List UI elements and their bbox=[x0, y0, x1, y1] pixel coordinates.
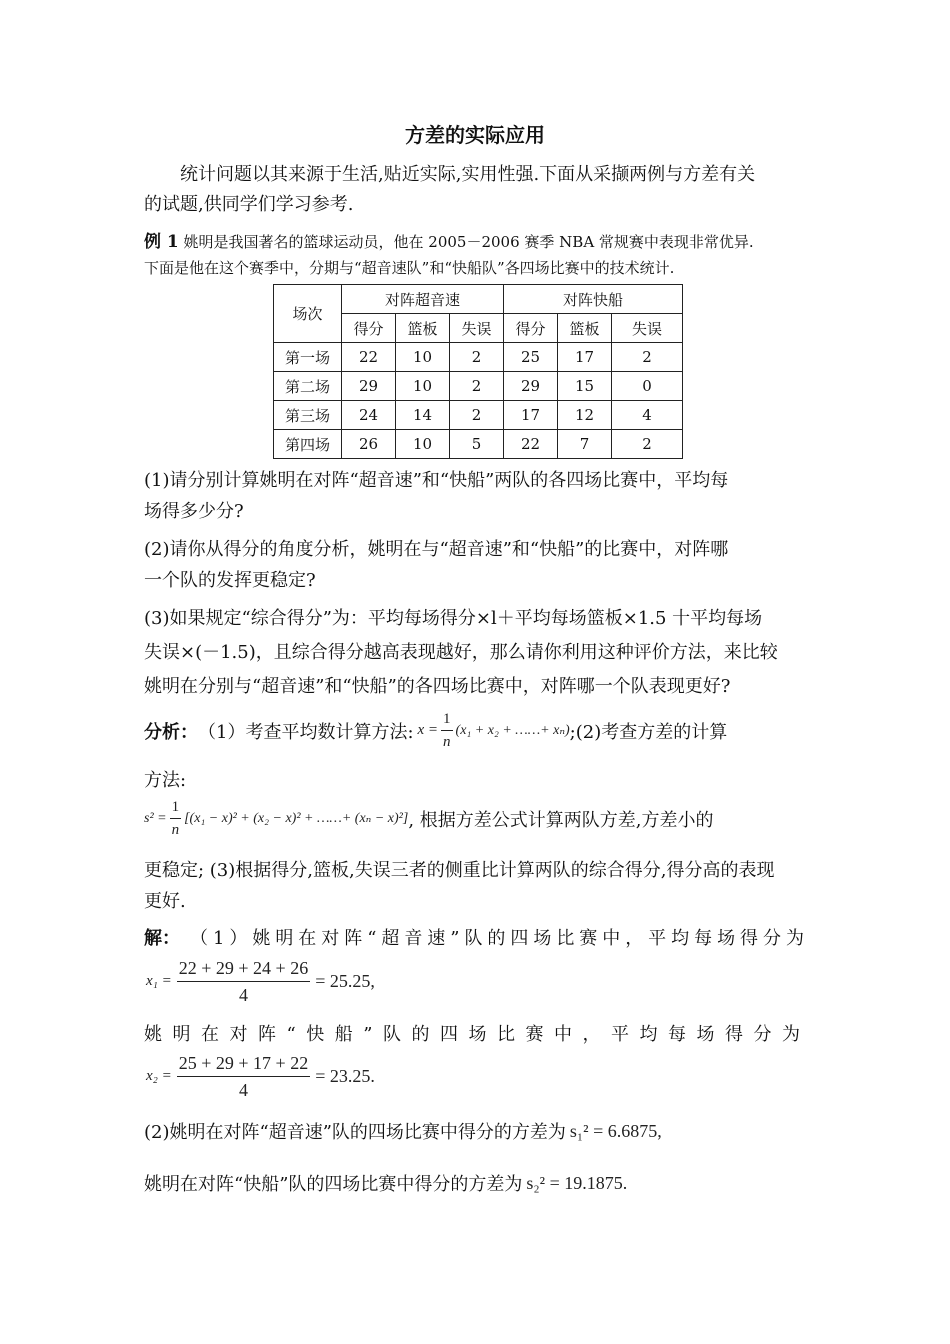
solution-line-2: 姚明在对阵“快船”队的四场比赛中，平均每场得分为 bbox=[144, 1024, 806, 1045]
table-cell: 4 bbox=[612, 401, 683, 430]
solution-label: 解： bbox=[144, 928, 180, 949]
page-title: 方差的实际应用 bbox=[405, 123, 545, 147]
table-cell: 5 bbox=[450, 430, 504, 459]
x2-lhs: x₂ = bbox=[146, 1068, 172, 1084]
question-1-line-2: 场得多少分? bbox=[144, 501, 244, 522]
x1-denominator: 4 bbox=[238, 985, 248, 1005]
variance-formula-body: [(x₁ − x)² + (x₂ − x)² + ……+ (xₙ − x)²] bbox=[184, 811, 409, 826]
example-label: 例 1 bbox=[144, 232, 179, 252]
table-cell: 10 bbox=[396, 430, 450, 459]
x1-rhs: = 25.25, bbox=[315, 971, 375, 991]
table-cell: 0 bbox=[612, 372, 683, 401]
table-cell: 17 bbox=[504, 401, 558, 430]
table-cell: 14 bbox=[396, 401, 450, 430]
variance-formula-fraction bbox=[170, 796, 182, 841]
x1-formula bbox=[146, 955, 375, 1008]
question-3-line-3: 姚明在分别与“超音速”和“快船”的各四场比赛中，对阵哪一个队表现更好? bbox=[144, 676, 731, 697]
table-row bbox=[274, 372, 683, 401]
row-label: 第一场 bbox=[274, 343, 342, 372]
s1-variance: s₁² = 6.6875, bbox=[569, 1120, 662, 1141]
example-1-line-1 bbox=[144, 227, 754, 252]
question-2-line-1: (2)请你从得分的角度分析，姚明在与“超音速”和“快船”的比赛中，对阵哪 bbox=[144, 539, 729, 560]
x1-lhs: x₁ = bbox=[146, 973, 172, 989]
row-label: 第四场 bbox=[274, 430, 342, 459]
analysis-line-3 bbox=[144, 796, 714, 841]
table-group-clippers: 对阵快船 bbox=[504, 285, 683, 314]
mean-formula-numerator: 1 bbox=[441, 708, 453, 731]
variance-formula-lhs: s² = bbox=[144, 810, 167, 826]
table-cell: 25 bbox=[504, 343, 558, 372]
table-subheader: 得分 bbox=[342, 314, 396, 343]
table-cell: 2 bbox=[612, 430, 683, 459]
analysis-part-2: ;(2)考查方差的计算 bbox=[569, 721, 728, 743]
solution-text-3: (2)姚明在对阵“超音速”队的四场比赛中得分的方差为 bbox=[144, 1122, 566, 1143]
mean-formula-denominator: n bbox=[443, 734, 451, 750]
x1-fraction bbox=[177, 955, 310, 1008]
table-cell: 15 bbox=[558, 372, 612, 401]
intro-line-1: 统计问题以其来源于生活,贴近实际,实用性强.下面从采撷两例与方差有关 bbox=[180, 164, 756, 185]
row-label: 第二场 bbox=[274, 372, 342, 401]
analysis-line-2: 方法: bbox=[144, 770, 187, 791]
question-1-line-1: (1)请分别计算姚明在对阵“超音速”和“快船”两队的各四场比赛中，平均每 bbox=[144, 470, 729, 491]
x2-fraction bbox=[177, 1050, 310, 1103]
table-cell: 22 bbox=[504, 430, 558, 459]
table-group-supersonics: 对阵超音速 bbox=[342, 285, 504, 314]
analysis-line-1 bbox=[144, 708, 727, 753]
example-1-line-2: 下面是他在这个赛季中，分期与“超音速队”和“快船队”各四场比赛中的技术统计. bbox=[144, 259, 675, 277]
analysis-label: 分析： bbox=[144, 721, 198, 743]
table-row bbox=[274, 343, 683, 372]
x1-numerator: 22 + 29 + 24 + 26 bbox=[177, 955, 310, 982]
solution-line-3 bbox=[144, 1118, 662, 1144]
table-cell: 2 bbox=[450, 343, 504, 372]
intro-line-2: 的试题,供同学们学习参考. bbox=[144, 194, 354, 215]
question-3-line-1: (3)如果规定“综合得分”为：平均每场得分×l＋平均每场篮板×1.5 十平均每场 bbox=[144, 608, 763, 629]
x2-denominator: 4 bbox=[238, 1080, 248, 1100]
table-cell: 10 bbox=[396, 372, 450, 401]
table-cell: 12 bbox=[558, 401, 612, 430]
variance-formula-denominator: n bbox=[171, 822, 180, 838]
table-cell: 2 bbox=[450, 401, 504, 430]
table-cell: 2 bbox=[612, 343, 683, 372]
solution-line-4 bbox=[144, 1170, 627, 1196]
table-cell: 26 bbox=[342, 430, 396, 459]
table-cell: 24 bbox=[342, 401, 396, 430]
analysis-line-3-tail: , 根据方差公式计算两队方差,方差小的 bbox=[408, 809, 714, 831]
table-cell: 29 bbox=[342, 372, 396, 401]
table-cell: 7 bbox=[558, 430, 612, 459]
analysis-line-5: 更好. bbox=[144, 891, 186, 912]
row-label: 第三场 bbox=[274, 401, 342, 430]
mean-formula-lhs: x = bbox=[417, 722, 439, 738]
question-2-line-2: 一个队的发挥更稳定? bbox=[144, 570, 316, 591]
s2-variance: s₂² = 19.1875. bbox=[526, 1172, 628, 1193]
x2-formula bbox=[146, 1050, 375, 1103]
mean-formula-fraction bbox=[441, 708, 453, 753]
table-cell: 29 bbox=[504, 372, 558, 401]
table-cell: 17 bbox=[558, 343, 612, 372]
table-subheader: 篮板 bbox=[396, 314, 450, 343]
x2-rhs: = 23.25. bbox=[315, 1066, 375, 1086]
stats-table bbox=[273, 284, 683, 459]
table-subheader: 得分 bbox=[504, 314, 558, 343]
table-cell: 2 bbox=[450, 372, 504, 401]
table-cell: 22 bbox=[342, 343, 396, 372]
mean-formula-body: (x₁ + x₂ + ……+ xₙ) bbox=[455, 723, 570, 738]
analysis-line-4: 更稳定; (3)根据得分,篮板,失误三者的侧重比计算两队的综合得分,得分高的表现 bbox=[144, 860, 775, 881]
table-row bbox=[274, 401, 683, 430]
analysis-part-1: （1）考查平均数计算方法: bbox=[198, 721, 414, 743]
table-subheader: 篮板 bbox=[558, 314, 612, 343]
table-header-row bbox=[274, 285, 683, 314]
example-1-text: 姚明是我国著名的篮球运动员，他在 2005－2006 赛季 NBA 常规赛中表现非常优异. bbox=[183, 233, 754, 251]
table-row bbox=[274, 430, 683, 459]
table-cell: 10 bbox=[396, 343, 450, 372]
variance-formula-numerator: 1 bbox=[170, 796, 182, 819]
solution-text-1: （1）姚明在对阵“超音速”队的四场比赛中，平均每场得分为 bbox=[190, 928, 806, 949]
solution-line-1 bbox=[144, 924, 806, 950]
table-subheader: 失误 bbox=[450, 314, 504, 343]
table-subheader: 失误 bbox=[612, 314, 683, 343]
solution-text-4: 姚明在对阵“快船”队的四场比赛中得分的方差为 bbox=[144, 1174, 523, 1195]
question-3-line-2: 失误×(－1.5)，且综合得分越高表现越好，那么请你利用这种评价方法，来比较 bbox=[144, 642, 778, 663]
table-corner: 场次 bbox=[274, 285, 342, 343]
x2-numerator: 25 + 29 + 17 + 22 bbox=[177, 1050, 310, 1077]
